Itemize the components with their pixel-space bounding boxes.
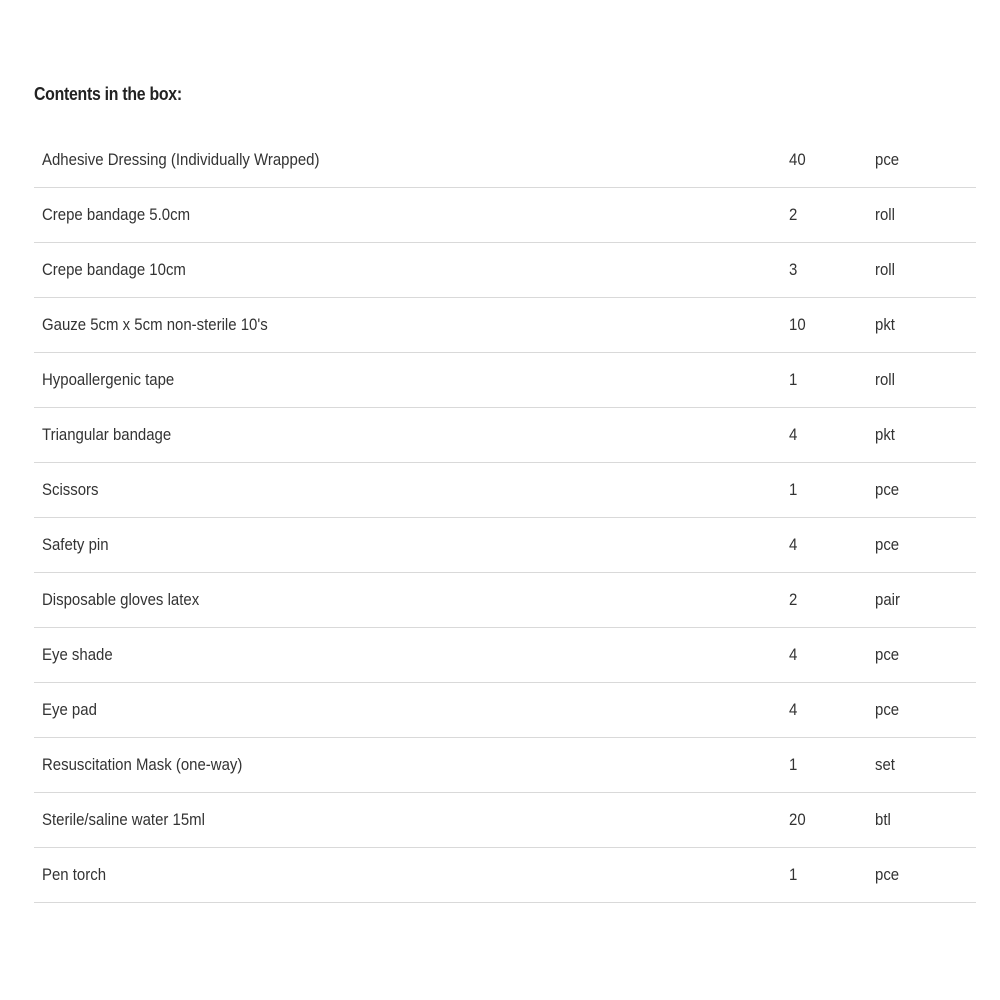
table-row: [34, 793, 976, 848]
item-unit: pce: [875, 700, 900, 719]
table-row: [34, 738, 976, 793]
item-quantity: 1: [789, 480, 798, 499]
item-unit: roll: [875, 370, 895, 389]
table-row: [34, 463, 976, 518]
item-unit: pce: [875, 535, 900, 554]
item-name: Eye shade: [42, 645, 113, 664]
item-quantity: 1: [789, 865, 798, 884]
item-unit: pkt: [875, 425, 895, 444]
item-name: Pen torch: [42, 865, 107, 884]
table-row: [34, 188, 976, 243]
item-quantity: 2: [789, 205, 798, 224]
item-quantity: 1: [789, 755, 798, 774]
item-unit: pce: [875, 645, 900, 664]
item-name: Gauze 5cm x 5cm non-sterile 10's: [42, 315, 268, 334]
item-unit: btl: [875, 810, 891, 829]
item-unit: roll: [875, 205, 895, 224]
item-name: Resuscitation Mask (one-way): [42, 755, 243, 774]
item-name: Sterile/saline water 15ml: [42, 810, 205, 829]
item-quantity: 20: [789, 810, 806, 829]
table-row: [34, 243, 976, 298]
table-row: [34, 518, 976, 573]
item-name: Disposable gloves latex: [42, 590, 200, 609]
item-quantity: 4: [789, 425, 798, 444]
item-unit: pce: [875, 150, 900, 169]
contents-heading: Contents in the box:: [34, 84, 182, 104]
item-unit: roll: [875, 260, 895, 279]
table-row: [34, 133, 976, 188]
item-unit: set: [875, 755, 895, 774]
item-unit: pair: [875, 590, 900, 609]
item-name: Eye pad: [42, 700, 97, 719]
table-row: [34, 628, 976, 683]
item-quantity: 1: [789, 370, 798, 389]
item-quantity: 3: [789, 260, 798, 279]
item-name: Adhesive Dressing (Individually Wrapped): [42, 150, 320, 169]
table-row: [34, 353, 976, 408]
table-row: [34, 408, 976, 463]
item-quantity: 4: [789, 645, 798, 664]
item-quantity: 4: [789, 700, 798, 719]
table-row: [34, 848, 976, 903]
table-row: [34, 683, 976, 738]
item-name: Hypoallergenic tape: [42, 370, 175, 389]
item-name: Safety pin: [42, 535, 109, 554]
item-unit: pce: [875, 480, 900, 499]
item-unit: pkt: [875, 315, 895, 334]
item-name: Triangular bandage: [42, 425, 172, 444]
item-name: Crepe bandage 10cm: [42, 260, 186, 279]
item-name: Scissors: [42, 480, 99, 499]
table-row: [34, 573, 976, 628]
table-row: [34, 298, 976, 353]
item-quantity: 40: [789, 150, 806, 169]
item-name: Crepe bandage 5.0cm: [42, 205, 191, 224]
item-quantity: 2: [789, 590, 798, 609]
item-quantity: 10: [789, 315, 806, 334]
item-unit: pce: [875, 865, 900, 884]
contents-table: [34, 133, 976, 903]
item-quantity: 4: [789, 535, 798, 554]
